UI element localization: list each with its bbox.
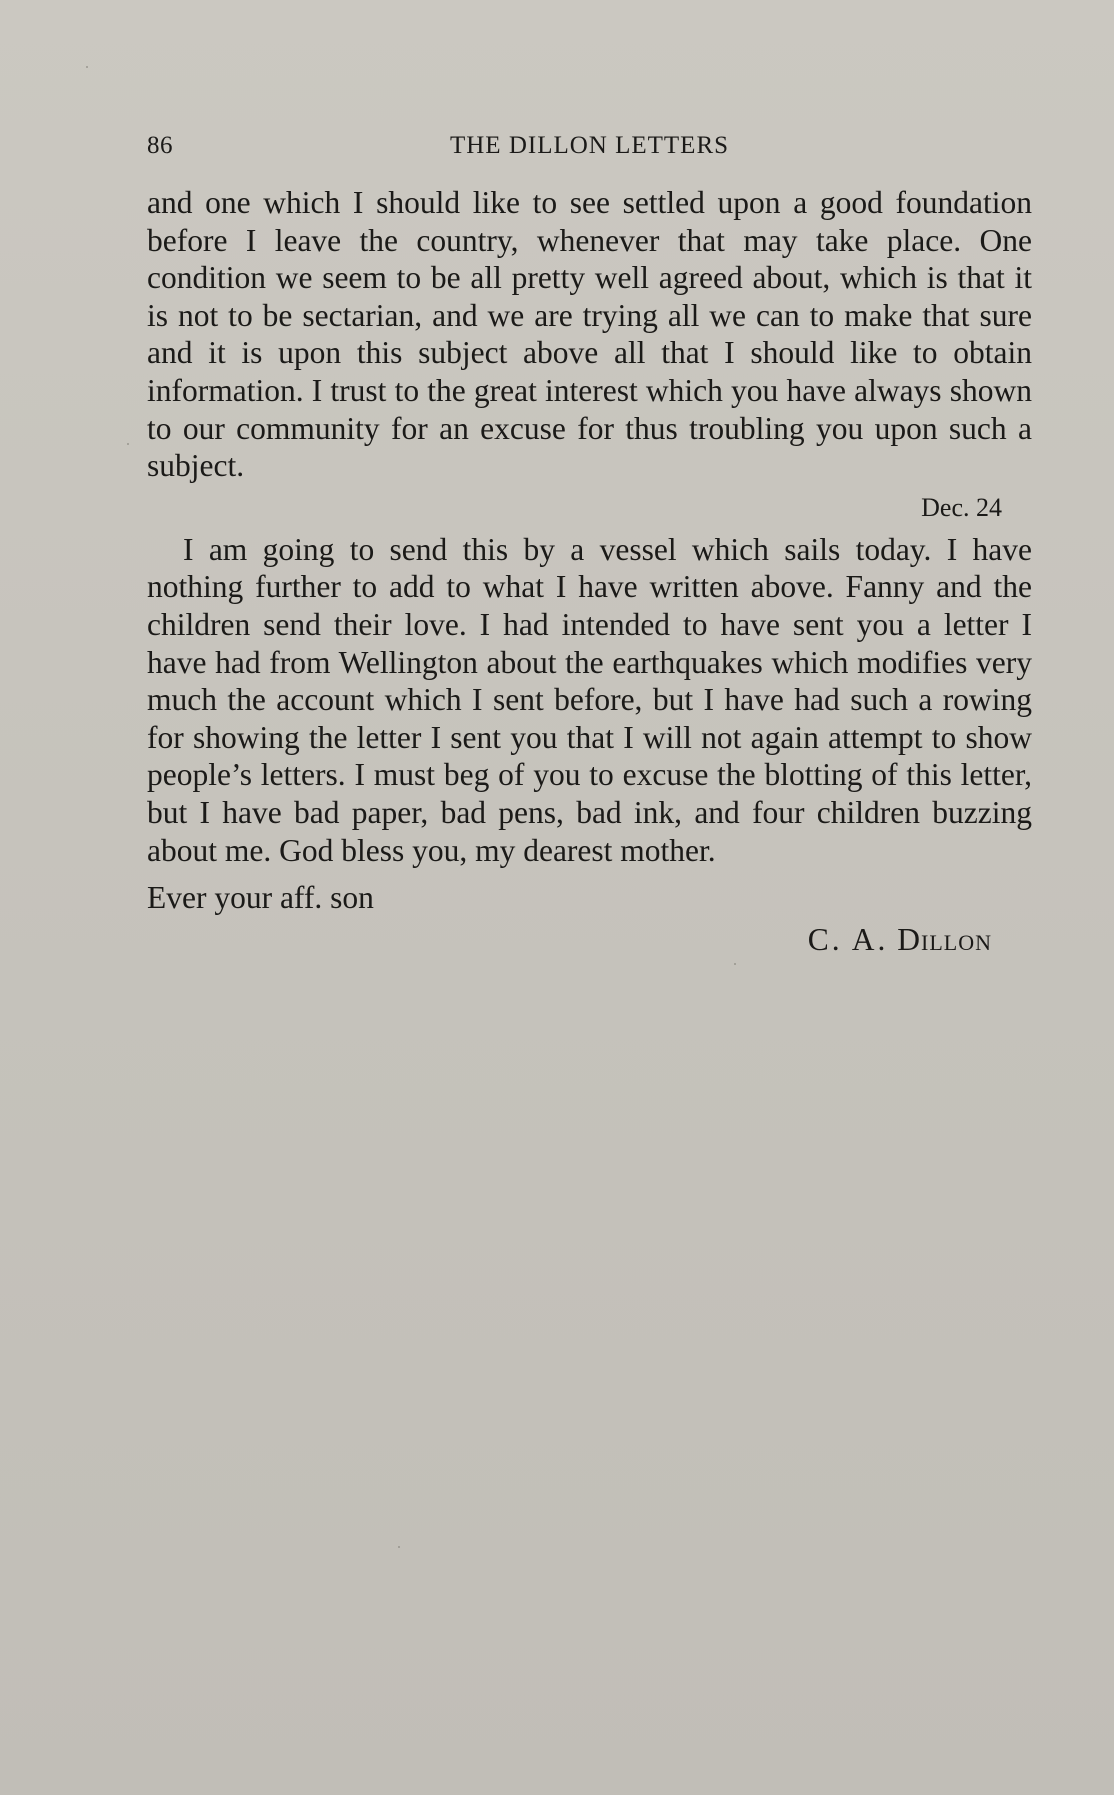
paper-speck (127, 443, 129, 445)
signature-initials: C. A. (807, 921, 889, 957)
signature-surname: Dillon (897, 921, 992, 957)
running-title: THE DILLON LETTERS (449, 132, 730, 159)
paper-speck (86, 66, 88, 68)
running-head (147, 132, 1032, 168)
paragraph-continued: and one which I should like to see settled upon a good foundation before I leave the country, whenever that may take place. One condition we seem to be all pretty well agreed about, which is that it is not to be sectarian, and we are trying all we can to make that sure and it is upon this subject above all that I should like to obtain information. I trust to the great interest which you have always shown to our community for an excuse for thus troubling you upon such a subject. (147, 185, 1032, 484)
closing-salutation: Ever your aff. son (147, 880, 374, 916)
letter-text (147, 184, 1032, 958)
page-number: 86 (147, 132, 173, 159)
letter-date: Dec. 24 (921, 492, 1002, 522)
paper-speck (398, 1546, 400, 1548)
signature (147, 921, 1032, 959)
paragraph-postscript: I am going to send this by a vessel which sails today. I have nothing further to add to what I have written above. Fanny and the children send their love. I had intended to have sent you a letter I have had from Wellington about the earthquakes which modifies very much the account which I sent before, but I have had such a rowing for showing the letter I sent you that I will not again attempt to show people’s letters. I must beg of you to excuse the blotting of this letter, but I have bad paper, bad pens, bad ink, and four children buzzing about me. God bless you, my dearest mother. (147, 531, 1032, 868)
paper-speck (734, 963, 736, 965)
